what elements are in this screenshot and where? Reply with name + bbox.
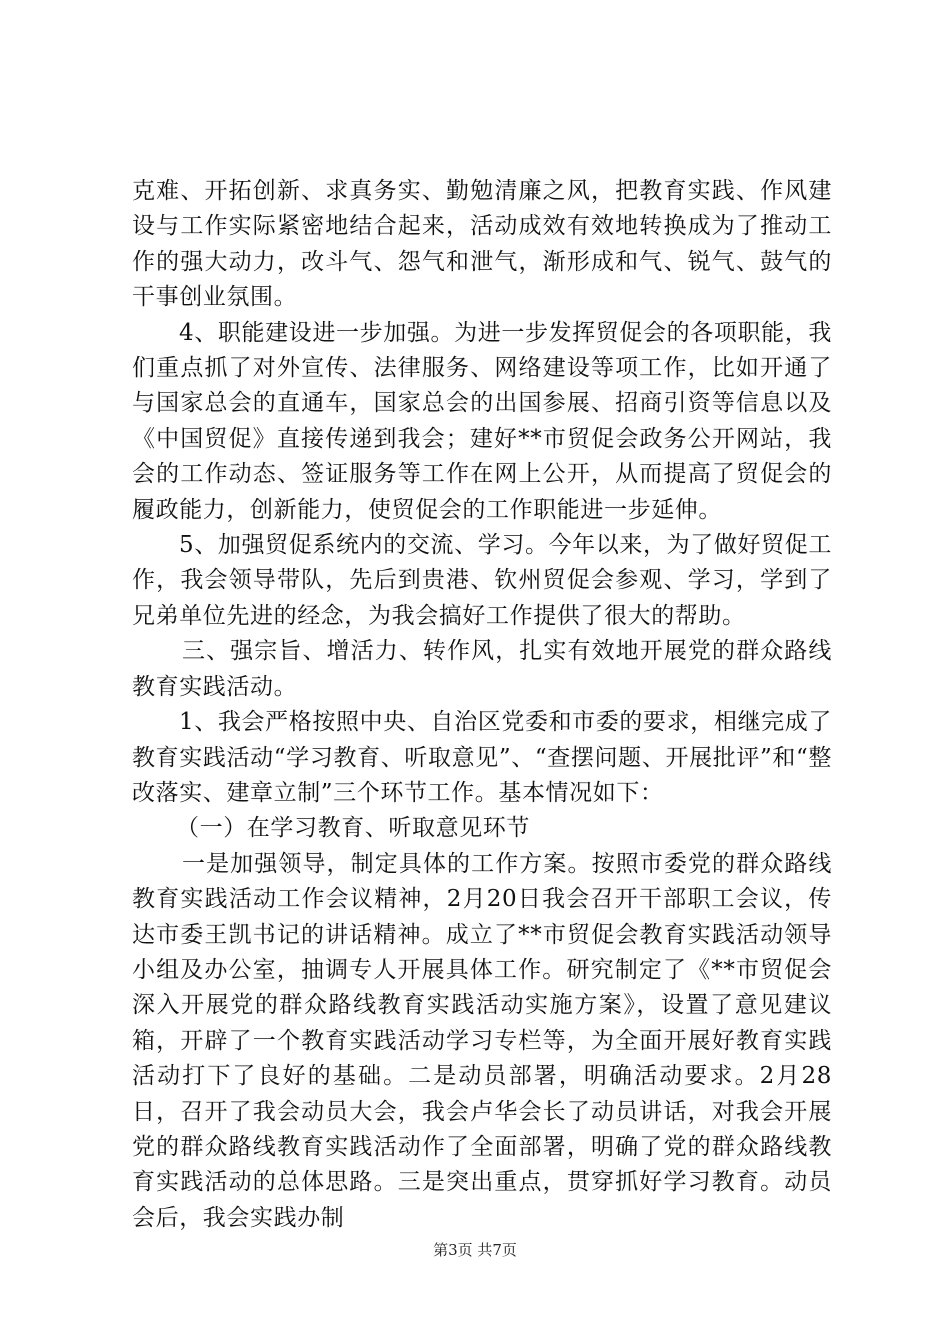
page-footer: 第3页 共7页	[433, 1241, 517, 1259]
paragraph-study-education-body: 一是加强领导，制定具体的工作方案。按照市委党的群众路线教育实践活动工作会议精神，2月20日我会召开干部职工会议，传达市委王凯书记的讲话精神。成立了**市贸促会教育实践活动领导小组及办公室，抽调专人开展具体工作。研究制定了《**市贸促会深入开展党的群众路线教育实践活动实施方案》，设置了意见建议箱，开辟了一个教育实践活动学习专栏等，为全面开展好教育实践活动打下了良好的基础。二是动员部署，明确活动要求。2月28日，召开了我会动员大会，我会卢华会长了动员讲话，对我会开展党的群众路线教育实践活动作了全面部署，明确了党的群众路线教育实践活动的总体思路。三是突出重点，贯穿抓好学习教育。动员会后，我会实践办制	[132, 850, 832, 1231]
paragraph-section-3-item-1: 1、我会严格按照中央、自治区党委和市委的要求，相继完成了教育实践活动“学习教育、听取意见”、“查摆问题、开展批评”和“整改落实、建章立制”三个环节工作。基本情况如下：	[132, 709, 832, 806]
paragraph-item-4: 4、职能建设进一步加强。为进一步发挥贸促会的各项职能，我们重点抓了对外宣传、法律服务、网络建设等项工作，比如开通了与国家总会的直通车，国家总会的出国参展、招商引资等信息以及《中国贸促》直接传递到我会；建好**市贸促会政务公开网站，我会的工作动态、签证服务等工作在网上公开，从而提高了贸促会的履政能力，创新能力，使贸促会的工作职能进一步延伸。	[132, 319, 832, 523]
document-body	[132, 174, 832, 1236]
paragraph-item-5: 5、加强贸促系统内的交流、学习。今年以来，为了做好贸促工作，我会领导带队，先后到贵港、钦州贸促会参观、学习，学到了兄弟单位先进的经念，为我会搞好工作提供了很大的帮助。	[132, 532, 832, 629]
section-heading-3: 三、强宗旨、增活力、转作风，扎实有效地开展党的群众路线教育实践活动。	[132, 638, 832, 700]
subheading-study-education: （一）在学习教育、听取意见环节	[176, 815, 530, 842]
paragraph-continued: 克难、开拓创新、求真务实、勤勉清廉之风，把教育实践、作风建设与工作实际紧密地结合起来，活动成效有效地转换成为了推动工作的强大动力，改斗气、怨气和泄气，渐形成和气、锐气、鼓气的干事创业氛围。	[132, 178, 832, 311]
